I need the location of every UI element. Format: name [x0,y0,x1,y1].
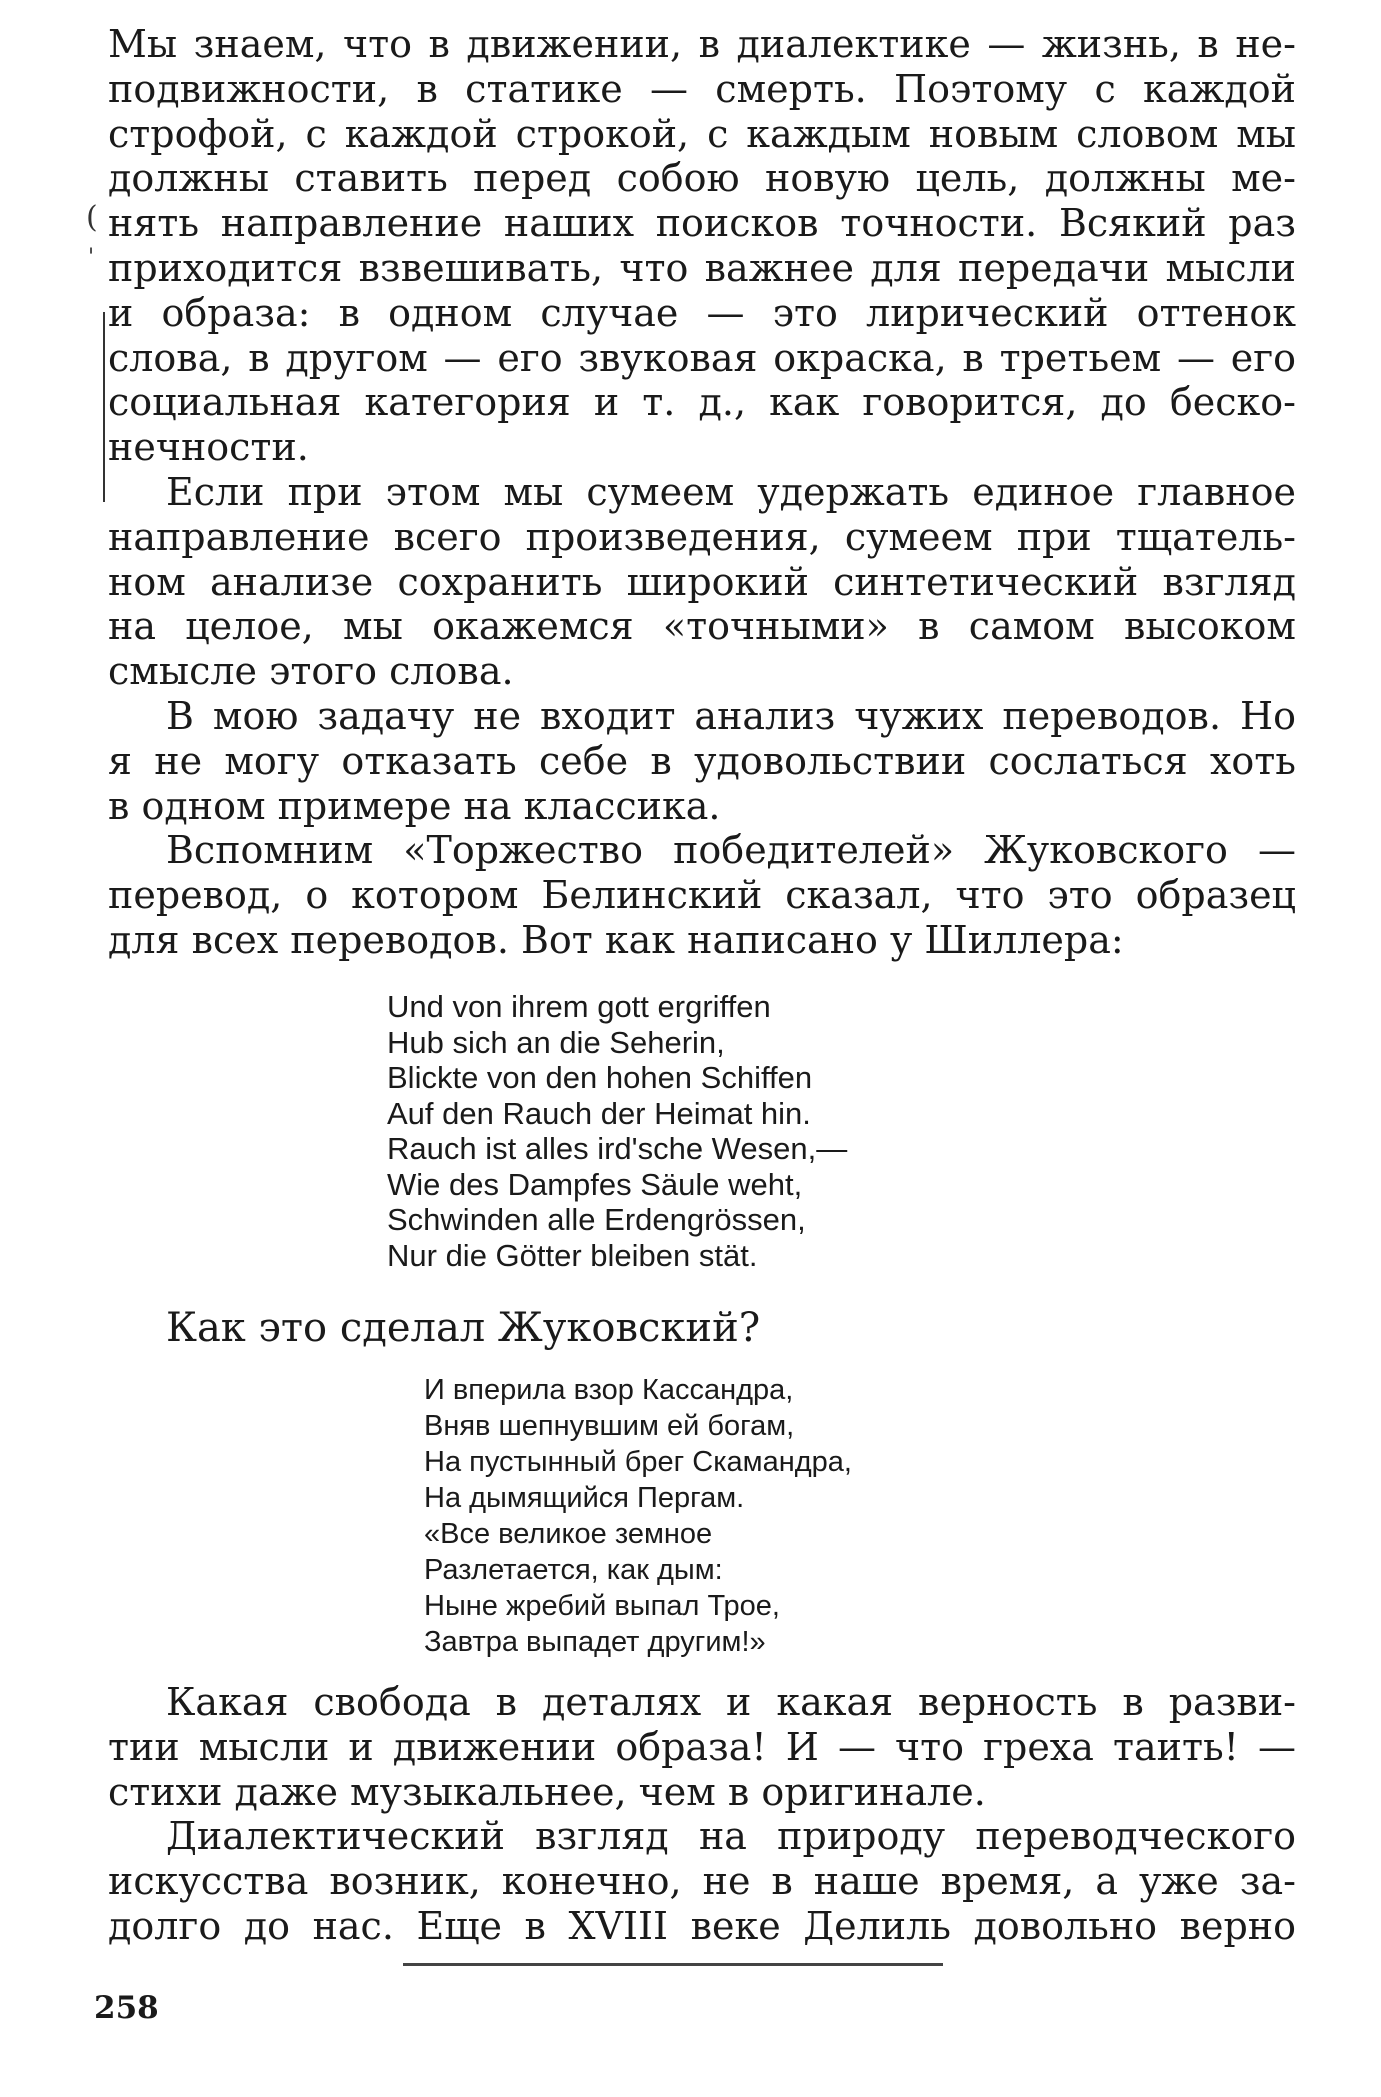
margin-pencil-line [103,312,105,502]
poem-line: Hub sich an die Seherin, [387,1024,725,1060]
text-line: смысле этого слова. [108,649,514,694]
pencil-underline [403,1963,943,1966]
poem-line: Blickte von den hohen Schiffen [387,1060,813,1095]
text-line: для всех переводов. Вот как написано у Шиллера: [108,917,1124,962]
poem-line: Разлетается, как дым: [424,1554,723,1586]
text-line: Вспомним «Торжество победителей» Жуковского — [166,828,1296,872]
text-line: искусства возник, конечно, не в наше время, а уже за- [108,1858,1296,1903]
text-line: направление всего произведения, сумеем при тщатель- [108,514,1296,559]
paragraph-2 [108,470,1296,694]
poem-line: Завтра выпадет другим!» [424,1626,766,1658]
poem-german [387,989,847,1273]
text-line: нечности. [108,425,309,470]
paragraph-6 [108,1814,1296,1948]
text-line: в одном примере на классика. [108,783,721,828]
text-line: социальная категория и т. д., как говорится, до беско- [108,380,1296,425]
text-line: приходится взвешивать, что важнее для передачи мысли [108,245,1296,290]
text-line: ном анализе сохранить широкий синтетический взгляд [108,559,1296,604]
text-line: стихи даже музыкальнее, чем в оригинале. [108,1769,986,1814]
text-line: должны ставить перед собою новую цель, должны ме- [108,156,1296,201]
poem-line: Wie des Dampfes Säule weht, [387,1166,803,1202]
poem-line: Вняв шепнувшим ей богам, [424,1410,795,1442]
margin-bracket-mark: ( [86,200,98,235]
paragraph-1 [108,22,1296,470]
text-line: Какая свобода в деталях и какая верность в разви- [166,1680,1296,1724]
text-line: подвижности, в статике — смерть. Поэтому с каждой [108,66,1296,111]
text-line: В мою задачу не входит анализ чужих переводов. Но [166,694,1296,738]
poem-line: «Все великое земное [424,1518,713,1550]
poem-line: И вперила взор Кассандра, [424,1374,794,1406]
paragraph-5 [108,1680,1296,1814]
page-number: 258 [94,1990,159,2026]
poem-line: На пустынный брег Скамандра, [424,1446,852,1478]
poem-line: Und von ihrem gott ergriffen [387,989,771,1024]
text-line: на целое, мы окажемся «точными» в самом высоком [108,604,1296,649]
text-line: я не могу отказать себе в удовольствии сослаться хоть [108,738,1296,783]
poem-line: Rauch ist alles ird'sche Wesen,— [387,1131,848,1166]
poem-russian [424,1372,852,1660]
text-line: Мы знаем, что в движении, в диалектике — жизнь, в не- [108,22,1296,66]
text-line: и образа: в одном случае — это лирический оттенок [108,290,1296,335]
text-line: строфой, с каждой строкой, с каждым новым словом мы [108,111,1296,156]
margin-tick-mark: ' [88,245,95,270]
text-line: Диалектический взгляд на природу переводческого [166,1814,1296,1858]
text-line: слова, в другом — его звуковая окраска, в третьем — его [108,335,1296,380]
poem-line: Schwinden alle Erdengrössen, [387,1202,806,1237]
text-line: перевод, о котором Белинский сказал, что это образец [108,872,1296,917]
poem-line: Auf den Rauch der Heimat hin. [387,1095,811,1131]
text-line: тии мысли и движении образа! И — что греха таить! — [108,1724,1296,1769]
poem-line: Nur die Götter bleiben stät. [387,1237,758,1273]
text-line: Если при этом мы сумеем удержать единое главное [166,470,1296,514]
question-line: Как это сделал Жуковский? [166,1305,761,1351]
paragraph-3 [108,694,1296,828]
poem-line: На дымящийся Пергам. [424,1482,745,1514]
text-line: нять направление наших поисков точности. Всякий раз [108,201,1296,246]
text-line: долго до нас. Еще в XVIII веке Делиль довольно верно [108,1903,1296,1948]
poem-line: Ныне жребий выпал Трое, [424,1590,780,1622]
paragraph-4 [108,828,1296,962]
